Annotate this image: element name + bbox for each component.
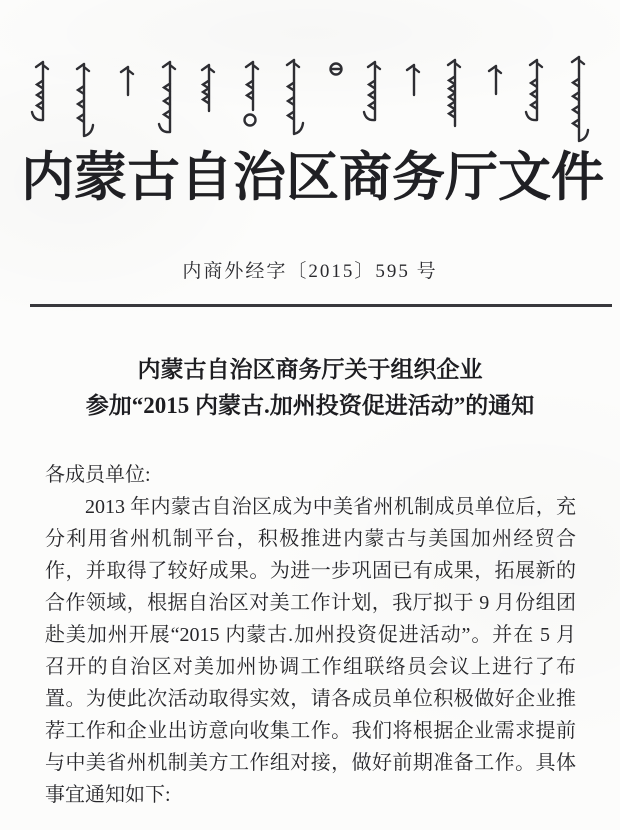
header-rule-divider — [30, 304, 612, 307]
department-title-char: 古 — [127, 149, 180, 207]
department-title-char: 自 — [180, 149, 233, 207]
department-title-char: 商 — [339, 149, 392, 207]
body-lines — [45, 459, 576, 811]
department-title — [21, 140, 604, 207]
notice-title-line2: 参加“2015 内蒙古.加州投资促进活动”的通知 — [85, 393, 535, 418]
body-line: 与中美省州机制美方工作组对接，做好前期准备工作。具体 — [45, 752, 576, 774]
department-title-char: 务 — [392, 149, 445, 207]
department-title-char: 蒙 — [74, 149, 127, 207]
body-line: 合作领域，根据自治区对美工作计划，我厅拟于 9 月份组团 — [45, 592, 576, 614]
department-title-char: 区 — [286, 149, 339, 207]
notice-title-line1: 内蒙古自治区商务厅关于组织企业 — [137, 357, 483, 382]
body-line: 2013 年内蒙古自治区成为中美省州机制成员单位后，充 — [85, 496, 576, 518]
department-title-char: 治 — [233, 149, 286, 207]
body-line: 置。为使此次活动取得实效，请各成员单位积极做好企业推 — [45, 688, 576, 710]
body-line: 赴美加州开展“2015 内蒙古.加州投资促进活动”。并在 5 月 — [45, 624, 576, 646]
department-title-char: 内 — [21, 149, 74, 207]
department-title-char: 厅 — [445, 149, 498, 207]
body-line: 分利用省州机制平台，积极推进内蒙古与美国加州经贸合 — [45, 528, 576, 550]
notice-title — [0, 352, 620, 424]
mongolian-script-line — [0, 0, 620, 150]
body-line: 召开的自治区对美加州协调工作组联络员会议上进行了布 — [45, 656, 576, 678]
body-line: 作，并取得了较好成果。为进一步巩固已有成果，拓展新的 — [45, 560, 576, 582]
body-line: 荐工作和企业出访意向收集工作。我们将根据企业需求提前 — [45, 720, 576, 742]
document-number: 内商外经字〔2015〕595 号 — [182, 261, 438, 282]
body-line: 各成员单位: — [45, 464, 151, 486]
body-line: 事宜通知如下: — [45, 784, 171, 806]
department-title-char: 文 — [498, 149, 551, 207]
department-title-char: 件 — [551, 149, 604, 207]
